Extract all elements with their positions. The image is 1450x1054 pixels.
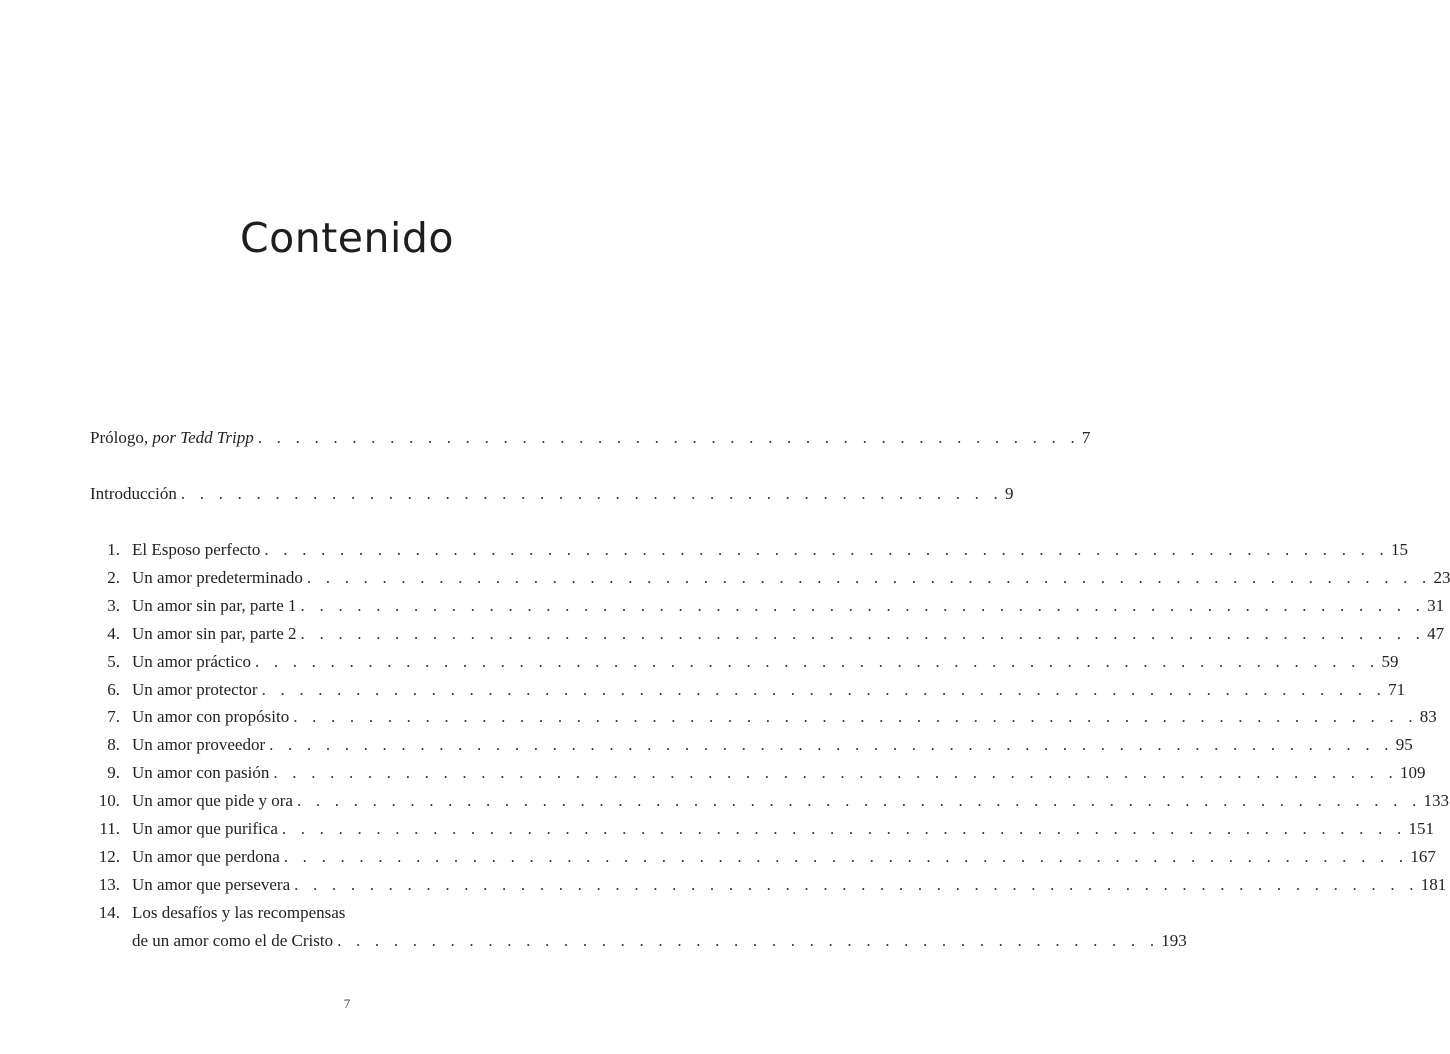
chapter-number: 8. (107, 735, 120, 755)
chapter-page: 151 (1408, 819, 1434, 838)
toc-entry-chapter[interactable] (90, 732, 1413, 758)
toc-entry-chapter-14-line1[interactable] (90, 900, 616, 926)
leader-dots: . . . . . . . . . . . . . . . . . . . . . . . . . . . . . . . . . . . . . . . . . . . . . . . . . . . . . . . . . . . . (273, 763, 1398, 783)
toc-entry-chapter[interactable] (90, 649, 1399, 675)
toc-entry-chapter[interactable] (90, 816, 1434, 842)
chapter-number: 13. (98, 874, 120, 894)
chapter-page: 193 (1161, 931, 1187, 950)
page-title: Contenido (240, 214, 454, 262)
chapter-number: 2. (107, 567, 120, 587)
leader-dots: . . . . . . . . . . . . . . . . . . . . . . . . . . . . . . . . . . . . . . . . . . . . . . . . . . . . . . . . . . . . (269, 735, 1394, 755)
chapter-title: Un amor práctico (132, 651, 251, 671)
chapter-title: de un amor como el de Cristo (132, 931, 334, 950)
leader-dots: . . . . . . . . . . . . . . . . . . . . . . . . . . . . . . . . . . . . . . . . . . . . . . . . . . . . . . . . . . . . (261, 679, 1387, 699)
chapter-title: Un amor protector (132, 679, 258, 699)
chapter-page: 83 (1419, 707, 1437, 727)
leader-dots: . . . . . . . . . . . . . . . . . . . . . . . . . . . . . . . . . . . . . . . . . . . . . . . . . . . . . . . . . . . . (283, 846, 1409, 866)
leader-dots: . . . . . . . . . . . . . . . . . . . . . . . . . . . . . . . . . . . . . . . . . . . . . . . . . . . . . . . . . . . . (300, 623, 1426, 643)
chapter-page: 71 (1388, 679, 1406, 699)
toc-entry-label: Introducción (90, 484, 177, 503)
chapter-title: Los desafíos y las recompensas (132, 903, 346, 922)
leader-dots: . . . . . . . . . . . . . . . . . . . . . . . . . . . . . . . . . . . . . . . . . . . . . . . . . . . . . . . . . . . . (300, 595, 1426, 615)
toc-entry-chapter[interactable] (90, 593, 1445, 619)
leader-dots: . . . . . . . . . . . . . . . . . . . . . . . . . . . . . . . . . . . . . . . . . . . . (337, 931, 1160, 950)
leader-dots: . . . . . . . . . . . . . . . . . . . . . . . . . . . . . . . . . . . . . . . . . . . . . . . . . . . . . . . . . . . . (281, 819, 1407, 838)
chapter-page: 47 (1427, 623, 1445, 643)
toc-entry-chapter[interactable] (90, 760, 1426, 786)
chapter-title: Un amor que pide y ora (132, 791, 293, 811)
toc-entry-chapter[interactable] (90, 565, 1450, 591)
toc-entry-chapter[interactable] (90, 844, 1436, 870)
chapter-number: 12. (98, 846, 120, 866)
toc-entry-chapter[interactable] (90, 621, 1445, 647)
toc-entry-author: por Tedd Tripp (152, 428, 254, 447)
chapter-number: 14. (98, 903, 120, 922)
chapter-number: 11. (99, 819, 120, 838)
chapter-number: 5. (107, 651, 120, 671)
toc-entry-chapter[interactable] (90, 537, 1408, 563)
toc-entry-chapter[interactable] (90, 677, 1406, 703)
chapter-title: El Esposo perfecto (132, 540, 261, 559)
leader-dots: . . . . . . . . . . . . . . . . . . . . . . . . . . . . . . . . . . . . . . . . . . . . . . . . . . . . . . . . . . . . (254, 651, 1380, 671)
chapter-number: 1. (107, 540, 120, 559)
chapter-page: 167 (1410, 846, 1436, 866)
chapter-page: 59 (1381, 651, 1399, 671)
chapter-title: Un amor predeterminado (132, 567, 303, 587)
chapter-number: 4. (107, 623, 120, 643)
leader-dots: . . . . . . . . . . . . . . . . . . . . . . . . . . . . . . . . . . . . . . . . . . . . . . . . . . . . . . . . . . . . (264, 540, 1389, 559)
leader-dots: . . . . . . . . . . . . . . . . . . . . . . . . . . . . . . . . . . . . . . . . . . . . . . . . . . . . . . . . . . . . (294, 874, 1419, 894)
chapter-title: Un amor con pasión (132, 763, 270, 783)
toc-entry-label: Prólogo, por Tedd Tripp (90, 428, 254, 447)
leader-dots: . . . . . . . . . . . . . . . . . . . . . . . . . . . . . . . . . . . . . . . . . . . . (180, 484, 1004, 503)
toc-entry-introduction[interactable] (90, 481, 1014, 507)
chapter-number: 7. (107, 707, 120, 727)
chapter-page: 95 (1395, 735, 1413, 755)
leader-dots: . . . . . . . . . . . . . . . . . . . . . . . . . . . . . . . . . . . . . . . . . . . . . . . . . . . . . . . . . . . . (306, 567, 1432, 587)
chapter-number: 9. (107, 763, 120, 783)
leader-dots: . . . . . . . . . . . . . . . . . . . . . . . . . . . . . . . . . . . . . . . . . . . . (257, 428, 1080, 447)
chapter-title: Un amor que purifica (132, 819, 278, 838)
leader-dots: . . . . . . . . . . . . . . . . . . . . . . . . . . . . . . . . . . . . . . . . . . . . . . . . . . . . . . . . . . . . (296, 791, 1422, 811)
page-number: 7 (343, 996, 351, 1011)
toc-entry-page: 9 (1005, 484, 1014, 503)
chapter-page: 23 (1433, 567, 1450, 587)
leader-dots: . . . . . . . . . . . . . . . . . . . . . . . . . . . . . . . . . . . . . . . . . . . . . . . . . . . . . . . . . . . . (293, 707, 1418, 727)
chapter-page: 15 (1390, 540, 1408, 559)
chapter-title: Un amor sin par, parte 1 (132, 595, 297, 615)
toc-entry-page: 7 (1081, 428, 1091, 447)
chapter-title: Un amor proveedor (132, 735, 266, 755)
toc-entry-chapter[interactable] (90, 704, 1437, 730)
chapter-title: Un amor sin par, parte 2 (132, 623, 297, 643)
toc-entry-chapter[interactable] (90, 872, 1447, 898)
toc-entry-chapter-14-line2[interactable] (90, 928, 1187, 954)
chapter-number: 3. (107, 595, 120, 615)
chapter-page: 181 (1420, 874, 1447, 894)
chapter-number: 6. (107, 679, 120, 699)
toc-entry-prologue[interactable] (90, 425, 1091, 451)
chapter-title: Un amor que perdona (132, 846, 280, 866)
toc-entry-chapter[interactable] (90, 788, 1450, 814)
chapter-number: 10. (98, 791, 120, 811)
chapter-page: 31 (1427, 595, 1445, 615)
chapter-title: Un amor con propósito (132, 707, 290, 727)
chapter-page: 133 (1423, 791, 1450, 811)
chapter-title: Un amor que persevera (132, 874, 291, 894)
chapter-page: 109 (1399, 763, 1426, 783)
